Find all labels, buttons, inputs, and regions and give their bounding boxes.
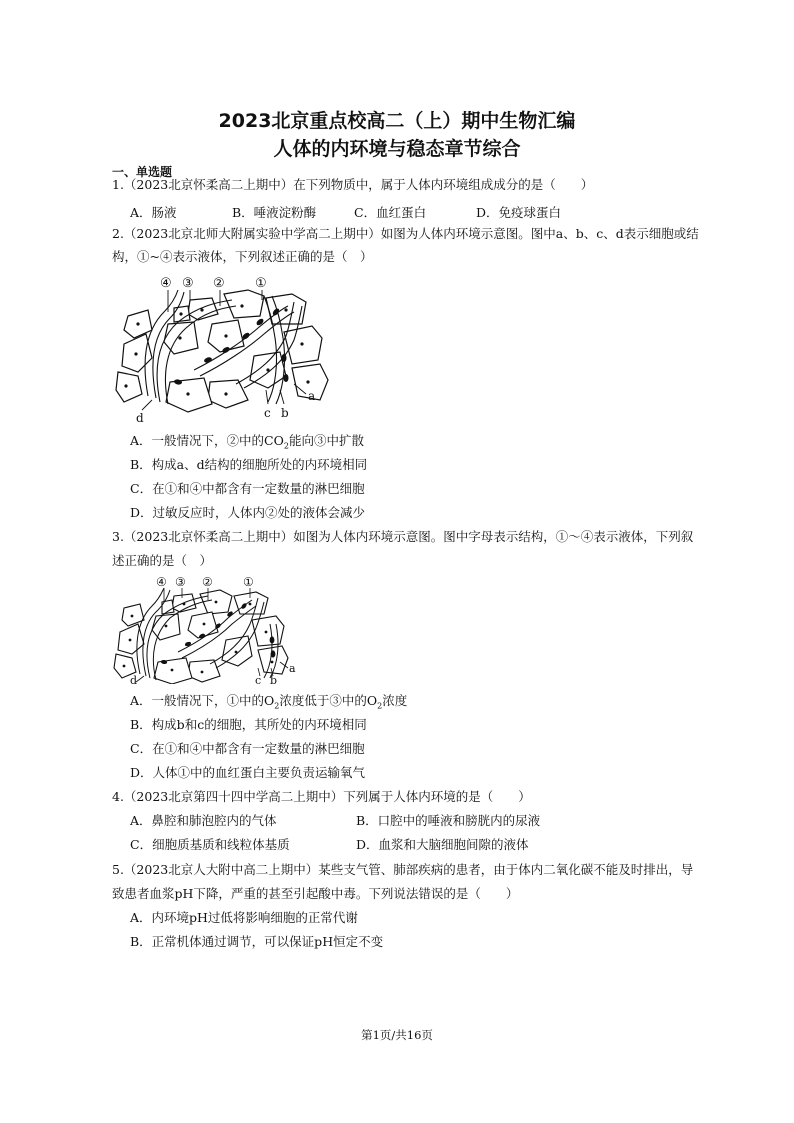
question-2-stem-line2: 构，①~④表示液体，下列叙述正确的是（ ） (112, 249, 373, 264)
question-1-option-d: D．免疫球蛋白 (476, 205, 562, 220)
question-5-option-a: A．内环境pH过低将影响细胞的正常代谢 (130, 910, 358, 925)
question-3-option-a-pre: A．一般情况下，①中的O (130, 693, 275, 708)
question-2-option-a-post: 能向③中扩散 (288, 433, 364, 448)
question-2-option-a (130, 434, 364, 454)
question-2-option-d: D．过敏反应时，人体内②处的液体会减少 (130, 505, 366, 520)
question-1-options (130, 203, 561, 221)
question-3-option-a-sub1: 2 (274, 701, 280, 711)
question-3-stem-line2: 述正确的是（ ） (112, 553, 213, 568)
figure2-label-a: a (308, 389, 316, 403)
figure3-label-1: ① (243, 575, 254, 589)
question-3-option-c: C．在①和④中都含有一定数量的淋巴细胞 (130, 741, 365, 756)
question-4-stem: 4.（2023北京第四十四中学高二上期中）下列属于人体内环境的是（ ） (112, 789, 531, 804)
question-2-option-a-sub: 2 (283, 441, 289, 451)
document-title: 2023北京重点校高二（上）期中生物汇编 (218, 110, 576, 132)
question-1-stem: 1.（2023北京怀柔高二上期中）在下列物质中，属于人体内环境组成成分的是（ ） (112, 177, 594, 192)
question-5-stem-line1: 5.（2023北京人大附中高二上期中）某些支气管、肺部疾病的患者，由于体内二氧化碳不能及时排出，导 (112, 862, 694, 877)
figure3-label-c: c (255, 674, 262, 684)
question-3-option-a (130, 694, 407, 714)
page-footer: 第1页/共16页 (361, 1028, 433, 1042)
question-3-option-a-mid: 浓度低于③中的O (279, 693, 378, 708)
question-2-option-b: B．构成a、d结构的细胞所处的内环境相同 (130, 457, 368, 472)
document-subtitle: 人体的内环境与稳态章节综合 (273, 138, 521, 160)
question-2-option-c: C．在①和④中都含有一定数量的淋巴细胞 (130, 481, 365, 496)
question-4-option-a: A．鼻腔和肺泡腔内的气体 (130, 813, 277, 828)
question-3-figure (108, 574, 304, 684)
figure3-label-b: b (270, 674, 278, 684)
figure2-label-1: ① (255, 276, 267, 291)
question-4-option-c: C．细胞质基质和线粒体基质 (130, 837, 290, 852)
question-3-stem-line1: 3.（2023北京怀柔高二上期中）如图为人体内环境示意图。图中字母表示结构，①～④表示液体，下列叙 (112, 529, 694, 544)
question-2-stem-line1: 2.（2023北京北师大附属实验中学高二上期中）如图为人体内环境示意图。图中a、b、c、d表示细胞或结 (112, 226, 699, 241)
figure3-label-4: ④ (156, 575, 167, 589)
question-3-option-a-sub2: 2 (377, 701, 383, 711)
figure2-label-3: ③ (182, 276, 194, 291)
question-4-option-b: B．口腔中的唾液和膀胱内的尿液 (356, 813, 541, 828)
question-1-option-a: A．肠液 (130, 205, 177, 220)
question-5-option-b: B．正常机体通过调节，可以保证pH恒定不变 (130, 934, 384, 949)
figure2-label-d: d (136, 411, 144, 424)
question-5-stem-line2: 致患者血浆pH下降，严重的甚至引起酸中毒。下列说法错误的是（ ） (112, 886, 519, 901)
question-3-option-b: B．构成b和c的细胞，其所处的内环境相同 (130, 717, 367, 732)
question-1-option-c: C．血红蛋白 (354, 205, 427, 220)
question-1-option-b: B．唾液淀粉酶 (232, 205, 317, 220)
figure3-label-3: ③ (175, 575, 186, 589)
question-4-option-d: D．血浆和大脑细胞间隙的液体 (356, 837, 529, 852)
section-heading: 一、单选题 (112, 165, 173, 179)
question-3-option-d: D．人体①中的血红蛋白主要负责运输氧气 (130, 765, 366, 780)
figure2-label-c: c (264, 406, 271, 420)
question-2-option-a-pre: A．一般情况下，②中的CO (130, 433, 284, 448)
figure2-label-4: ④ (160, 276, 172, 291)
figure3-label-2: ② (202, 575, 213, 589)
question-3-option-a-post: 浓度 (382, 693, 408, 708)
figure2-label-b: b (281, 406, 289, 420)
figure2-label-2: ② (213, 276, 225, 291)
figure3-label-a: a (289, 662, 296, 675)
question-2-figure (108, 272, 338, 424)
figure3-label-d: d (130, 674, 138, 684)
